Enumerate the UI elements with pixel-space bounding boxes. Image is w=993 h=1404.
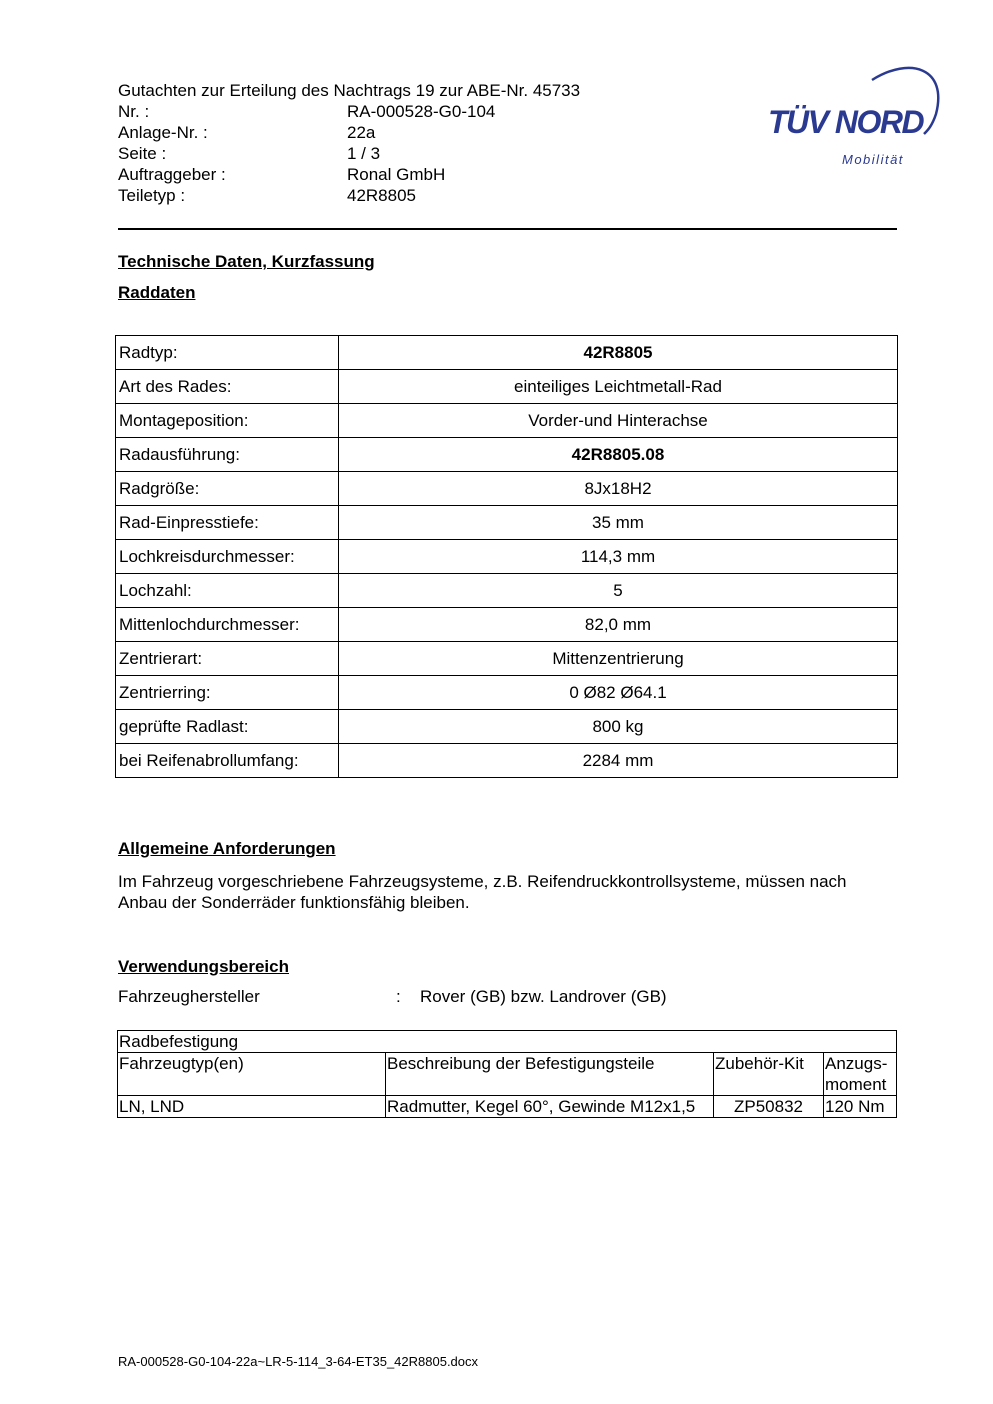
manufacturer-value: Rover (GB) bzw. Landrover (GB) — [420, 987, 667, 1006]
table-row — [116, 438, 898, 472]
allgemein-text: Im Fahrzeug vorgeschriebene Fahrzeugsysteme, z.B. Reifendruckkontrollsysteme, müssen nach Anbau der Sonderräder funktionsfähig bleiben. — [118, 872, 847, 912]
raddaten-value: 42R8805.08 — [339, 438, 898, 472]
radbefestigung-title: Radbefestigung — [118, 1031, 897, 1053]
raddaten-label: Radtyp: — [116, 336, 339, 370]
header-row-anlage: Anlage-Nr. : 22a — [118, 123, 376, 142]
table-row — [116, 642, 898, 676]
raddaten-value: 35 mm — [339, 506, 898, 540]
cell-zubehoer: ZP50832 — [714, 1096, 824, 1118]
header-beschreibung: Beschreibung der Befestigungsteile — [386, 1053, 714, 1096]
raddaten-label: Lochzahl: — [116, 574, 339, 608]
raddaten-value: Mittenzentrierung — [339, 642, 898, 676]
logo-sub: Mobilität — [842, 152, 904, 167]
table-row — [116, 744, 898, 778]
header-row-teiletyp: Teiletyp : 42R8805 — [118, 186, 417, 205]
raddaten-label: Mittenlochdurchmesser: — [116, 608, 339, 642]
raddaten-label: bei Reifenabrollumfang: — [116, 744, 339, 778]
raddaten-label: Radgröße: — [116, 472, 339, 506]
header-row-seite: Seite : 1 / 3 — [118, 144, 381, 163]
cell-beschreibung: Radmutter, Kegel 60°, Gewinde M12x1,5 — [386, 1096, 714, 1118]
radbefestigung-table — [117, 1030, 897, 1118]
section-heading-allgemein: Allgemeine Anforderungen — [118, 839, 336, 858]
raddaten-label: Radausführung: — [116, 438, 339, 472]
header-anzugsmoment: Anzugs-moment — [824, 1053, 897, 1096]
table-row — [116, 472, 898, 506]
raddaten-value: 800 kg — [339, 710, 898, 744]
table-row — [118, 1096, 897, 1118]
section-heading-tech: Technische Daten, Kurzfassung — [118, 252, 375, 271]
table-row — [116, 336, 898, 370]
raddaten-value: 0 Ø82 Ø64.1 — [339, 676, 898, 710]
manufacturer-label: Fahrzeughersteller — [118, 987, 260, 1006]
raddaten-label: Zentrierring: — [116, 676, 339, 710]
raddaten-label: Rad-Einpresstiefe: — [116, 506, 339, 540]
section-heading-verwendung: Verwendungsbereich — [118, 957, 289, 976]
raddaten-value: Vorder-und Hinterachse — [339, 404, 898, 438]
raddaten-value: 2284 mm — [339, 744, 898, 778]
cell-anzugsmoment: 120 Nm — [824, 1096, 897, 1118]
manufacturer-colon: : — [396, 987, 401, 1006]
raddaten-label: geprüfte Radlast: — [116, 710, 339, 744]
table-row — [116, 404, 898, 438]
header-zubehoer: Zubehör-Kit — [714, 1053, 824, 1096]
tuv-nord-logo — [760, 58, 950, 173]
table-row — [116, 370, 898, 404]
table-row — [116, 540, 898, 574]
table-row — [116, 710, 898, 744]
raddaten-label: Montageposition: — [116, 404, 339, 438]
raddaten-value: 82,0 mm — [339, 608, 898, 642]
radbefestigung-header-row — [118, 1053, 897, 1096]
cell-fahrzeugtyp: LN, LND — [118, 1096, 386, 1118]
raddaten-label: Lochkreisdurchmesser: — [116, 540, 339, 574]
logo-brand: TÜV NORD — [768, 104, 924, 140]
raddaten-label: Zentrierart: — [116, 642, 339, 676]
radbefestigung-title-row — [118, 1031, 897, 1053]
section-heading-raddaten: Raddaten — [118, 283, 196, 302]
footer-filename: RA-000528-G0-104-22a~LR-5-114_3-64-ET35_42R8805.docx — [118, 1354, 479, 1369]
header-divider — [118, 228, 897, 230]
raddaten-table — [115, 335, 898, 778]
table-row — [116, 506, 898, 540]
document-title: Gutachten zur Erteilung des Nachtrags 19 zur ABE-Nr. 45733 — [118, 81, 581, 100]
table-row — [116, 574, 898, 608]
raddaten-value: 42R8805 — [339, 336, 898, 370]
header-fahrzeugtyp: Fahrzeugtyp(en) — [118, 1053, 386, 1096]
header-row-auftraggeber: Auftraggeber : Ronal GmbH — [118, 165, 446, 184]
raddaten-value: 5 — [339, 574, 898, 608]
table-row — [116, 608, 898, 642]
table-row — [116, 676, 898, 710]
document-header — [118, 80, 580, 206]
raddaten-value: einteiliges Leichtmetall-Rad — [339, 370, 898, 404]
raddaten-value: 114,3 mm — [339, 540, 898, 574]
raddaten-label: Art des Rades: — [116, 370, 339, 404]
raddaten-value: 8Jx18H2 — [339, 472, 898, 506]
header-row-nr: Nr. : RA-000528-G0-104 — [118, 102, 496, 121]
